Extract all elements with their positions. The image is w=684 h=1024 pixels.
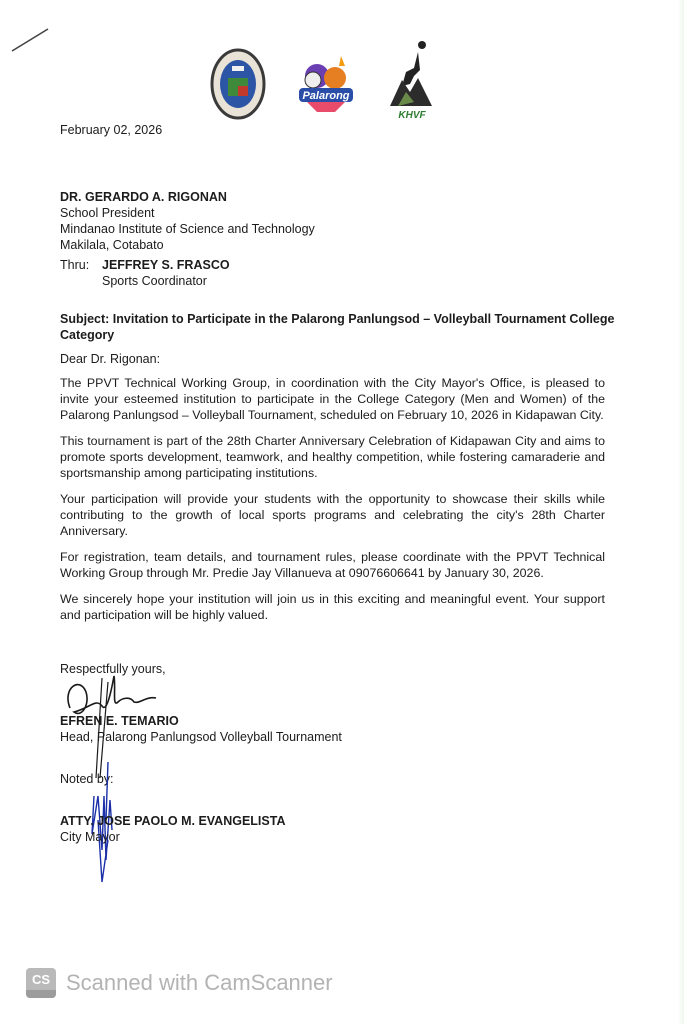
body-paragraph-1: The PPVT Technical Working Group, in coordination with the City Mayor's Office, is pleased to invite your esteemed institution to participate in the College Category (Men and Women) of the Palarong Panlungsod – Volleyball Tournament, scheduled on February 10, 2026 in Kidapawan City. [60,376,605,422]
body-paragraph-2: This tournament is part of the 28th Charter Anniversary Celebration of Kidapawan City and aims to promote sports development, teamwork, and healthy competition, while fostering camaraderie and sportsmanship among participating institutions. [60,434,605,480]
city-seal-logo [210,48,266,120]
mayor-title: City Mayor [60,830,120,844]
body-paragraph-3: Your participation will provide your students with the opportunity to showcase their skills while contributing to the growth of local sports programs and celebrating the city's 28th Charter Anniversary. [60,492,605,538]
subject-line-2: Category [60,328,115,342]
palarong-logo [295,54,357,116]
camscanner-text: Scanned with CamScanner [66,970,333,995]
page-edge [678,0,684,1024]
closing: Respectfully yours, [60,662,166,676]
signatory-title: Head, Palarong Panlungsod Volleyball Tournament [60,730,342,744]
noted-by-label: Noted by: [60,772,114,786]
thru-name: JEFFREY S. FRASCO [102,258,230,272]
recipient-address: Makilala, Cotabato [60,238,164,252]
camscanner-icon: CS [26,968,56,998]
signatory-name: EFREN E. TEMARIO [60,714,179,728]
body-paragraph-4: For registration, team details, and tournament rules, please coordinate with the PPVT Technical Working Group through Mr. Predie Jay Villanueva at 09076606641 by January 30, 2026. [60,550,605,580]
thru-label: Thru: [60,258,90,272]
letterhead-logos [210,48,430,121]
salutation: Dear Dr. Rigonan: [60,352,161,366]
letter-date: February 02, 2026 [60,123,163,137]
body-paragraph-5: We sincerely hope your institution will join us in this exciting and meaningful event. Your support and participation will be highly valued. [60,592,605,622]
pen-stroke-mark [10,25,50,55]
camscanner-watermark [26,968,333,998]
recipient-institution: Mindanao Institute of Science and Technology [60,222,315,236]
thru-title: Sports Coordinator [102,274,207,288]
khvf-logo-text: KHVF [398,110,426,121]
recipient-title: School President [60,206,155,220]
subject-line-1: Subject: Invitation to Participate in the Palarong Panlungsod – Volleyball Tournament College [60,312,615,326]
mayor-name: ATTY. JOSE PAOLO M. EVANGELISTA [60,814,286,828]
khvf-logo [388,40,438,122]
recipient-name: DR. GERARDO A. RIGONAN [60,190,227,204]
palarong-logo-text: Palarong [302,90,350,102]
